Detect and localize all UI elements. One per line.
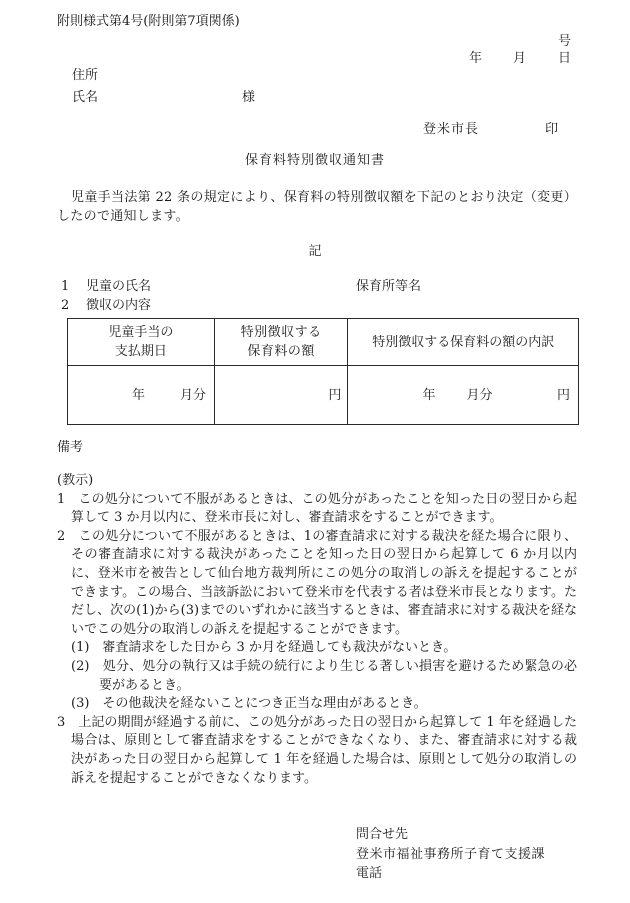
- date-month-label: 月: [513, 51, 527, 66]
- cell-yen-label: 円: [328, 388, 342, 403]
- document-title: 保育料特別徴収通知書: [244, 153, 385, 168]
- contact-label: 問合せ先: [356, 827, 409, 842]
- instructions-heading: (教示): [57, 473, 94, 488]
- ki-label: 記: [308, 244, 322, 259]
- item1-number: 1: [61, 279, 70, 294]
- instruction-2: 2 この処分について不服があるときは、1の審査請求に対する裁決を経た場合に限り、その審査請求に対する裁決があったことを知った日の翌日から起算して 6 か月以内に、登米市を被告として仙台地方裁判所にこの処分の取消しの訴えを提起することができます。この場合、当該訴訟において登米市を代表する者は登米市長となります。ただし、次の(1)から(3)までのいずれかに該当するときは、審査請求に対する裁決を経ないでこの処分の取消しの訴えを提起することができます。: [57, 528, 577, 637]
- cell-fee-breakdown: [348, 366, 579, 425]
- item2-number: 2: [61, 298, 70, 313]
- breakdown-year-label: 年: [422, 388, 436, 403]
- instruction-2-sub3: (3) その他裁決を経ないことにつき正当な理由があるとき。: [71, 696, 427, 712]
- form-label: 附則様式第4号(附則第7項関係): [57, 14, 240, 29]
- item1-label: 児童の氏名: [86, 279, 152, 294]
- cell-month-label: 月分: [180, 388, 207, 403]
- cell-year-label: 年: [132, 388, 146, 403]
- breakdown-month-label: 月分: [466, 388, 493, 403]
- date-day-label: 日: [558, 51, 572, 66]
- honorific-label: 様: [242, 90, 256, 105]
- facility-name-label: 保育所等名: [356, 279, 422, 294]
- header-fee-amount: 特別徴収する 保育料の額: [214, 319, 348, 366]
- contact-phone-label: 電話: [356, 866, 383, 881]
- instruction-3: 3 上記の期間が経過する前に、この処分があった日の翌日から起算して 1 年を経過した場合は、原則として審査請求をすることができなくなり、また、審査請求に対する裁決があった日の翌日から起算して 1 年を経過した場合は、原則として処分の取消しの訴えを提起することができなくなります。: [57, 714, 577, 786]
- seal-mark: 印: [545, 122, 559, 137]
- intro-paragraph: 児童手当法第 22 条の規定により、保育料の特別徴収額を下記のとおり決定（変更）したので通知します。: [57, 190, 577, 224]
- number-label: 号: [558, 34, 572, 49]
- cell-fee-amount: [214, 366, 348, 425]
- issuer-title: 登米市長: [423, 122, 480, 137]
- header-payment-date: 児童手当の 支払期日: [68, 319, 215, 366]
- item2-label: 徴収の内容: [86, 298, 152, 313]
- header-fee-breakdown: 特別徴収する保育料の額の内訳: [348, 319, 579, 366]
- address-label: 住所: [72, 68, 99, 83]
- instruction-1: 1 この処分について不服があるときは、この処分があったことを知った日の翌日から起算して 3 か月以内に、登米市長に対し、審査請求をすることができます。: [57, 491, 577, 526]
- instructions-block: [57, 472, 577, 788]
- instruction-2-sub1: (1) 審査請求をした日から 3 か月を経過しても裁決がないとき。: [71, 640, 457, 656]
- contact-office: 登米市福祉事務所子育て支援課: [356, 847, 546, 862]
- cell-payment-date: [68, 366, 215, 425]
- breakdown-yen-label: 円: [556, 388, 570, 403]
- date-year-label: 年: [469, 51, 483, 66]
- collection-table: [67, 318, 579, 425]
- name-label: 氏名: [72, 90, 99, 105]
- instruction-2-sub2: (2) 処分、処分の執行又は手続の続行により生じる著しい損害を避けるため緊急の必要があるとき。: [71, 658, 577, 693]
- remarks-label: 備考: [57, 440, 84, 455]
